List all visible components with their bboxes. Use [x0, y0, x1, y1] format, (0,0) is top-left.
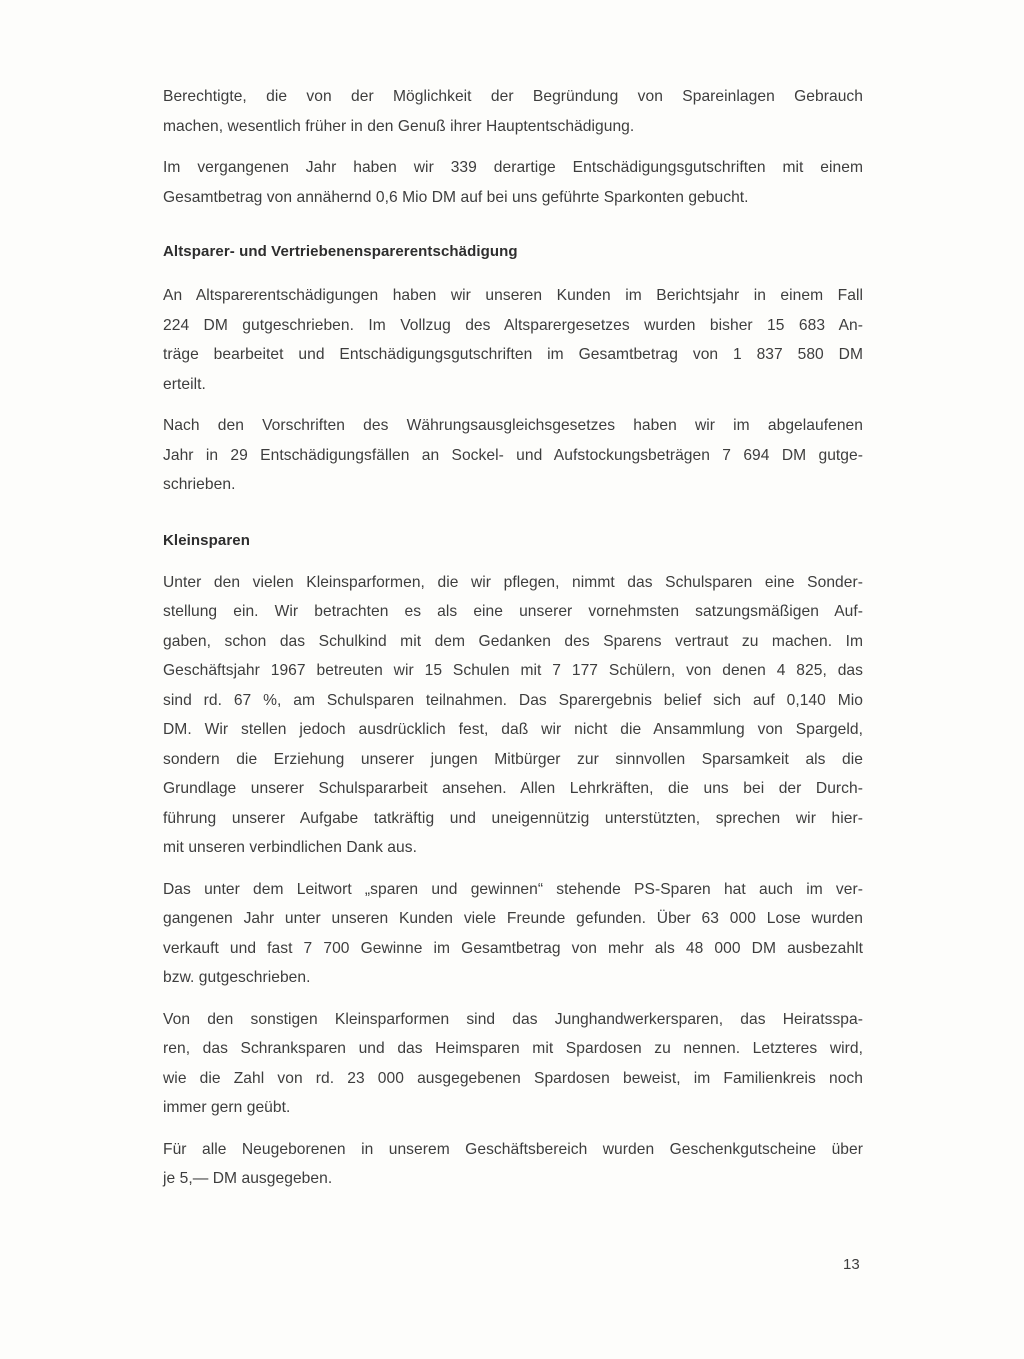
document-page	[163, 82, 863, 1206]
text-line: immer gern geübt.	[163, 1099, 291, 1116]
text-line: Gesamtbetrag von annähernd 0,6 Mio DM auf bei uns geführte Sparkonten gebucht.	[163, 188, 749, 206]
text-line: Geschäftsjahr 1967 betreuten wir 15 Schulen mit 7 177 Schülern, von denen 4 825, das	[163, 662, 863, 679]
text-line: ren, das Schranksparen und das Heimsparen mit Spardosen zu nennen. Letzteres wird,	[163, 1040, 863, 1057]
text-line: je 5,— DM ausgegeben.	[163, 1170, 333, 1187]
text-line: Für alle Neugeborenen in unserem Geschäftsbereich wurden Geschenkgutscheine über	[163, 1140, 863, 1158]
text-line: gangenen Jahr unter unseren Kunden viele Freunde gefunden. Über 63 000 Lose wurden	[163, 910, 863, 927]
text-line: gaben, schon das Schulkind mit dem Gedanken des Sparens vertraut zu machen. Im	[163, 632, 863, 650]
text-line: Von den sonstigen Kleinsparformen sind das Junghandwerkersparen, das Heiratsspa-	[163, 1010, 863, 1028]
text-line: Nach den Vorschriften des Währungsausgleichsgesetzes haben wir im abgelaufenen	[163, 417, 863, 434]
text-line: Das unter dem Leitwort „sparen und gewinnen“ stehende PS-Sparen hat auch im ver-	[163, 880, 863, 898]
paragraph-intro-1	[163, 82, 863, 141]
paragraph-kleinsparen-1	[163, 568, 863, 863]
text-line: wie die Zahl von rd. 23 000 ausgegebenen Spardosen beweist, im Familienkreis noch	[163, 1069, 863, 1087]
text-line: Berechtigte, die von der Möglichkeit der Begründung von Spareinlagen Gebrauch	[163, 88, 863, 105]
text-line: träge bearbeitet und Entschädigungsgutschriften im Gesamtbetrag von 1 837 580 DM	[163, 346, 863, 363]
paragraph-altsparer-1	[163, 281, 863, 399]
text-line: Grundlage unserer Schulspararbeit ansehen. Allen Lehrkräften, die uns bei der Durch-	[163, 780, 863, 797]
text-line: mit unseren verbindlichen Dank aus.	[163, 839, 417, 856]
text-line: schrieben.	[163, 476, 236, 493]
text-line: 224 DM gutgeschrieben. Im Vollzug des Altsparergesetzes wurden bisher 15 683 An-	[163, 316, 863, 334]
text-line: stellung ein. Wir betrachten es als eine unserer vornehmsten satzungsmäßigen Auf-	[163, 603, 863, 620]
text-line: Unter den vielen Kleinsparformen, die wir pflegen, nimmt das Schulsparen eine Sonder-	[163, 573, 863, 591]
text-line: machen, wesentlich früher in den Genuß ihrer Hauptentschädigung.	[163, 117, 635, 135]
text-line: sind rd. 67 %, am Schulsparen teilnahmen. Das Sparergebnis belief sich auf 0,140 Mio	[163, 691, 863, 709]
text-line: Jahr in 29 Entschädigungsfällen an Sockel- und Aufstockungsbeträgen 7 694 DM gutge-	[163, 446, 863, 464]
text-line: bzw. gutgeschrieben.	[163, 969, 311, 986]
text-line: verkauft und fast 7 700 Gewinne im Gesamtbetrag von mehr als 48 000 DM ausbezahlt	[163, 939, 863, 957]
section-heading-altsparer: Altsparer- und Vertriebenensparerentschädigung	[163, 243, 518, 260]
text-line: Im vergangenen Jahr haben wir 339 derartige Entschädigungsgutschriften mit einem	[163, 159, 863, 176]
text-line: DM. Wir stellen jedoch ausdrücklich fest, daß wir nicht die Ansammlung von Spargeld,	[163, 721, 863, 738]
paragraph-intro-2	[163, 153, 863, 212]
text-line: An Altsparerentschädigungen haben wir unseren Kunden im Berichtsjahr in einem Fall	[163, 287, 863, 304]
text-line: führung unserer Aufgabe tatkräftig und uneigennützig unterstützten, sprechen wir hier-	[163, 809, 863, 827]
section-heading-kleinsparen: Kleinsparen	[163, 531, 250, 549]
paragraph-kleinsparen-2	[163, 875, 863, 993]
paragraph-kleinsparen-3	[163, 1005, 863, 1123]
text-line: erteilt.	[163, 375, 206, 393]
page-number: 13	[843, 1256, 860, 1273]
text-line: sondern die Erziehung unserer jungen Mitbürger zur sinnvollen Sparsamkeit als die	[163, 750, 863, 768]
paragraph-altsparer-2	[163, 411, 863, 500]
paragraph-kleinsparen-4	[163, 1135, 863, 1194]
